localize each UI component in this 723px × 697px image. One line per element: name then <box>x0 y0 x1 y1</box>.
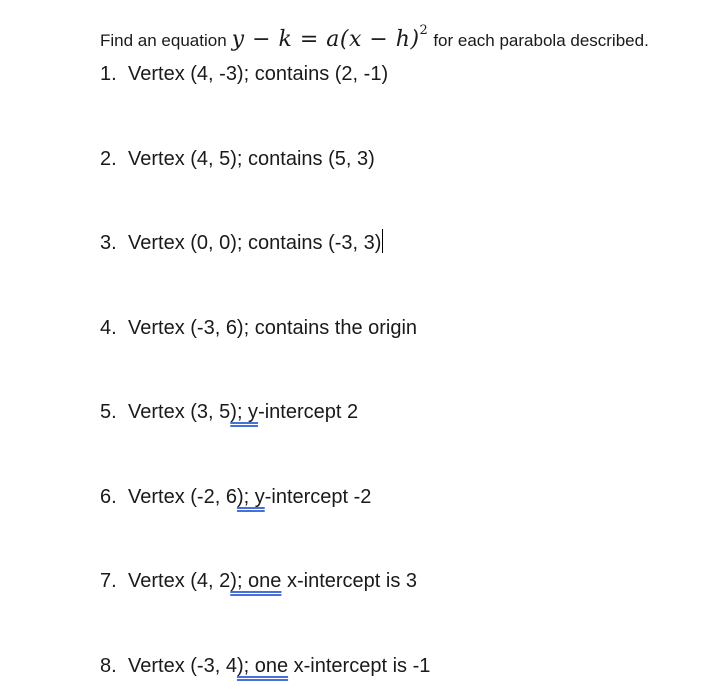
instructions-prefix: Find an equation <box>100 31 227 50</box>
problem-number: 6. <box>100 486 117 508</box>
problem-text-end: x-intercept is 3 <box>281 570 418 592</box>
text-cursor <box>382 229 383 253</box>
problem-text-end: -intercept 2 <box>258 401 359 423</box>
problem-1 <box>100 60 388 88</box>
problem-number: 1. <box>100 63 117 85</box>
problem-text-start: Vertex (4, 2 <box>128 570 231 592</box>
grammar-flag[interactable]: ); y <box>236 486 265 508</box>
grammar-flag[interactable]: ); one <box>230 570 282 592</box>
problem-number: 7. <box>100 570 117 592</box>
problem-text: Vertex (0, 0); contains (-3, 3) <box>128 232 382 254</box>
problem-3 <box>100 229 383 257</box>
problem-5 <box>100 398 358 426</box>
problem-number: 8. <box>100 655 117 677</box>
problem-number: 4. <box>100 317 117 339</box>
equation-exponent: 2 <box>419 23 429 38</box>
problem-text-end: -intercept -2 <box>264 486 372 508</box>
problem-2 <box>100 145 375 173</box>
grammar-flag[interactable]: ); y <box>230 401 259 423</box>
problem-text: Vertex (-3, 6); contains the origin <box>128 317 418 339</box>
problem-7 <box>100 567 417 595</box>
instructions <box>100 16 649 56</box>
problem-text: Vertex (4, -3); contains (2, -1) <box>128 63 389 85</box>
problem-number: 3. <box>100 232 117 254</box>
instructions-suffix: for each parabola described. <box>433 31 649 50</box>
problem-text-start: Vertex (-2, 6 <box>128 486 237 508</box>
problem-number: 2. <box>100 148 117 170</box>
problem-text-start: Vertex (-3, 4 <box>128 655 237 677</box>
grammar-flag[interactable]: ); one <box>236 655 289 677</box>
problem-text-end: x-intercept is -1 <box>288 655 431 677</box>
problem-8 <box>100 652 430 680</box>
equation-text: y − k = a(x − h) <box>231 27 420 52</box>
problem-4 <box>100 314 417 342</box>
problem-6 <box>100 483 371 511</box>
problem-text: Vertex (4, 5); contains (5, 3) <box>128 148 375 170</box>
vertex-form-equation <box>232 16 429 55</box>
problem-number: 5. <box>100 401 117 423</box>
problem-text-start: Vertex (3, 5 <box>128 401 231 423</box>
